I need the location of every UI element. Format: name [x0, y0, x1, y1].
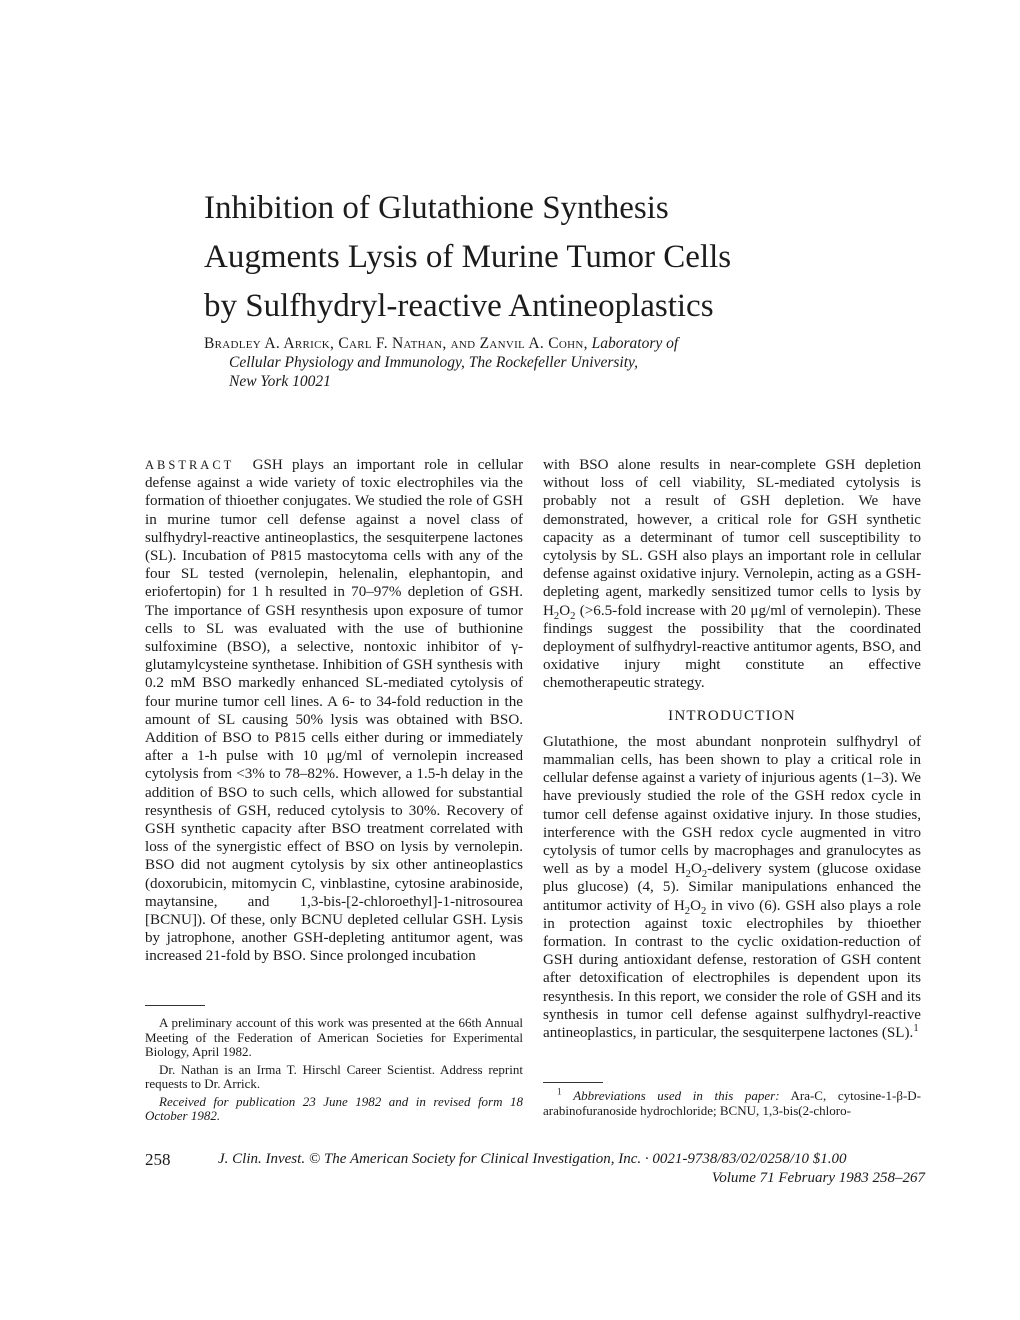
footnote-preliminary: A preliminary account of this work was presented at the 66th Annual Meeting of the Federation of American Societies for Experimental Biology, April 1982. — [145, 1015, 523, 1059]
abstract-continuation: with BSO alone results in near-complete GSH depletion without loss of cell viability, SL-mediated cytolysis is probably not a result of GSH depletion. We have demonstrated, however, a critical role for GSH synthetic capacity as a determinant of tumor cell susceptibility to cytolysis by SL. GSH also plays an important role in cellular defense against oxidative injury. Vernolepin, acting as a GSH-depleting agent, markedly sensitized tumor cells to lysis by $H_2O_2$ (>6.5-fold increase with 20 μg/ml of vernolepin). These findings suggest the possibility that the coordinated deployment of sulfhydryl-reactive antitumor agents, BSO, and oxidative injury might constitute an effective chemotherapeutic strategy. — [543, 457, 921, 692]
page-number: 258 — [145, 1150, 171, 1169]
right-column — [543, 456, 921, 1042]
journal-citation: J. Clin. Invest. © The American Society for Clinical Investigation, Inc. · 0021-9738/83/02/0258/10 $1.00 — [218, 1151, 847, 1167]
affiliation-line-3: New York 10021 — [229, 373, 331, 390]
intro-text-part-2: -delivery system (glucose oxidase plus glucose) (4, 5). Similar manipulations enhanced the antitumor activity of H — [543, 861, 921, 914]
author-names: Bradley A. Arrick, Carl F. Nathan, and Zanvil A. Cohn, — [204, 335, 588, 352]
affiliation-line-1: Laboratory of — [591, 335, 679, 352]
footnote-abbreviations — [543, 1086, 921, 1118]
right-footnotes — [543, 1082, 921, 1121]
title-line-1: Inhibition of Glutathione Synthesis — [204, 190, 669, 226]
intro-text-part-3: in vivo (6). GSH also plays a role in protection against toxic electrophiles by thioether formation. In contrast to the cyclic oxidation-reduction of GSH during antioxidant defense, restoration of GSH content after detoxification of electrophiles is dependent upon its resynthesis. In this report, we consider the role of GSH and its synthesis in tumor cell defense against sulfhydryl-reactive antineoplastics, in particular, the sesquiterpene lactones (SL). — [543, 897, 921, 1042]
title-line-2: Augments Lysis of Murine Tumor Cells — [204, 239, 732, 275]
abstract-text-right-a: with BSO alone results in near-complete GSH depletion without loss of cell viability, SL-mediated cytolysis is probably not a result of GSH depletion. We have demonstrated, however, a critical role for GSH synthetic capacity as a determinant of tumor cell susceptibility to cytolysis by SL. GSH also plays an important role in cellular defense against oxidative injury. Vernolepin, acting as a GSH-depleting agent, markedly sensitized tumor cells to lysis by H — [543, 457, 921, 619]
abbreviations-text: Ara-C, cytosine-1-β-D-arabinofuranoside hydrochloride; BCNU, 1,3-bis(2-chloro- — [543, 1088, 921, 1118]
abstract-label: ABSTRACT — [145, 458, 235, 472]
footnote-rule-right — [543, 1082, 603, 1083]
footnote-marker-1: 1 — [557, 1086, 562, 1097]
footnote-ref-1: 1 — [913, 1023, 919, 1035]
intro-text-part-1: Glutathione, the most abundant nonprotein sulfhydryl of mammalian cells, has been shown to play a critical role in cellular defense against a variety of injurious agents (1–3). We have previously studied the role of the GSH redox cycle in tumor cell defense against oxidative injury. In those studies, interference with the GSH redox cycle augmented in vitro cytolysis of tumor cells by macrophages and granulocytes as well as by a model H — [543, 733, 921, 878]
title-line-3: by Sulfhydryl-reactive Antineoplastics — [204, 288, 714, 324]
footnote-rule — [145, 1005, 205, 1006]
introduction-paragraph: Glutathione, the most abundant nonprotein sulfhydryl of mammalian cells, has been shown to play a critical role in cellular defense against a variety of injurious agents (1–3). We have previously studied the role of the GSH redox cycle in tumor cell defense against oxidative injury. In those studies, interference with the GSH redox cycle augmented in vitro cytolysis of tumor cells by macrophages and granulocytes as well as by a model $H_2O_2$-delivery system (glucose oxidase plus glucose) (4, 5). Similar manipulations enhanced the antitumor activity of $H_2O_2$ in vivo (6). GSH also plays a role in protection against toxic electrophiles by thioether formation. In contrast to the cyclic oxidation-reduction of GSH during antioxidant defense, restoration of GSH content after detoxification of electrophiles is dependent upon its resynthesis. In this report, we consider the role of GSH and its synthesis in tumor cell defense against sulfhydryl-reactive antineoplastics, in particular, the sesquiterpene lactones (SL).$^1$ — [543, 733, 921, 1042]
left-footnotes — [145, 1005, 523, 1127]
introduction-heading: INTRODUCTION — [668, 707, 796, 724]
affiliation-line-2: Cellular Physiology and Immunology, The Rockefeller University, — [229, 354, 638, 371]
footnote-nathan: Dr. Nathan is an Irma T. Hirschl Career Scientist. Address reprint requests to Dr. Arrick. — [145, 1061, 523, 1091]
abstract-text-left: GSH plays an important role in cellular defense against a wide variety of toxic electrophiles via the formation of thioether conjugates. We studied the role of GSH in murine tumor cell defense against a novel class of sulfhydryl-reactive antineoplastics, the sesquiterpene lactones (SL). Incubation of P815 mastocytoma cells with any of the four SL tested (vernolepin, helenalin, elephantopin, and eriofertopin) for 1 h resulted in 70–97% depletion of GSH. The importance of GSH resynthesis upon exposure of tumor cells to SL was evaluated with the use of buthionine sulfoximine (BSO), a selective, nontoxic inhibitor of γ-glutamylcysteine synthetase. Inhibition of GSH synthesis with 0.2 mM BSO markedly enhanced SL-mediated cytolysis of four murine tumor cell lines. A 6- to 34-fold reduction in the amount of SL causing 50% lysis was obtained with BSO. Addition of BSO to P815 cells either during or immediately after a 1-h pulse with 10 μg/ml of vernolepin increased cytolysis from <3% to 78–82%. However, a 1.5-h delay in the addition of BSO to such cells, which allowed for substantial resynthesis of GSH, reduced cytolysis to 30%. Recovery of GSH synthetic capacity after BSO treatment correlated with loss of the synergistic effect of BSO on lysis by vernolepin. BSO did not augment cytolysis by six other antineoplastics (doxorubicin, mitomycin C, vinblastine, cytosine arabinoside, maytansine, and 1,3-bis-[2-chloroethyl]-1-nitrosourea [BCNU]). Of these, only BCNU depleted cellular GSH. Lysis by jatrophone, another GSH-depleting antitumor agent, was increased 21-fold by BSO. Since prolonged incubation — [145, 457, 523, 965]
abstract-text-right-b: (>6.5-fold increase with 20 μg/ml of vernolepin). These findings suggest the possibility that the coordinated deployment of sulfhydryl-reactive antitumor agents, BSO, and oxidative injury might constitute an effective chemotherapeutic strategy. — [543, 602, 921, 692]
author-block — [204, 334, 824, 391]
abbreviations-label: Abbreviations used in this paper: — [573, 1088, 780, 1103]
left-column — [145, 456, 523, 966]
article-title — [204, 184, 824, 331]
volume-info: Volume 71 February 1983 258–267 — [711, 1170, 925, 1186]
abstract-paragraph — [145, 456, 523, 966]
footnote-received: Received for publication 23 June 1982 and in revised form 18 October 1982. — [145, 1093, 523, 1123]
